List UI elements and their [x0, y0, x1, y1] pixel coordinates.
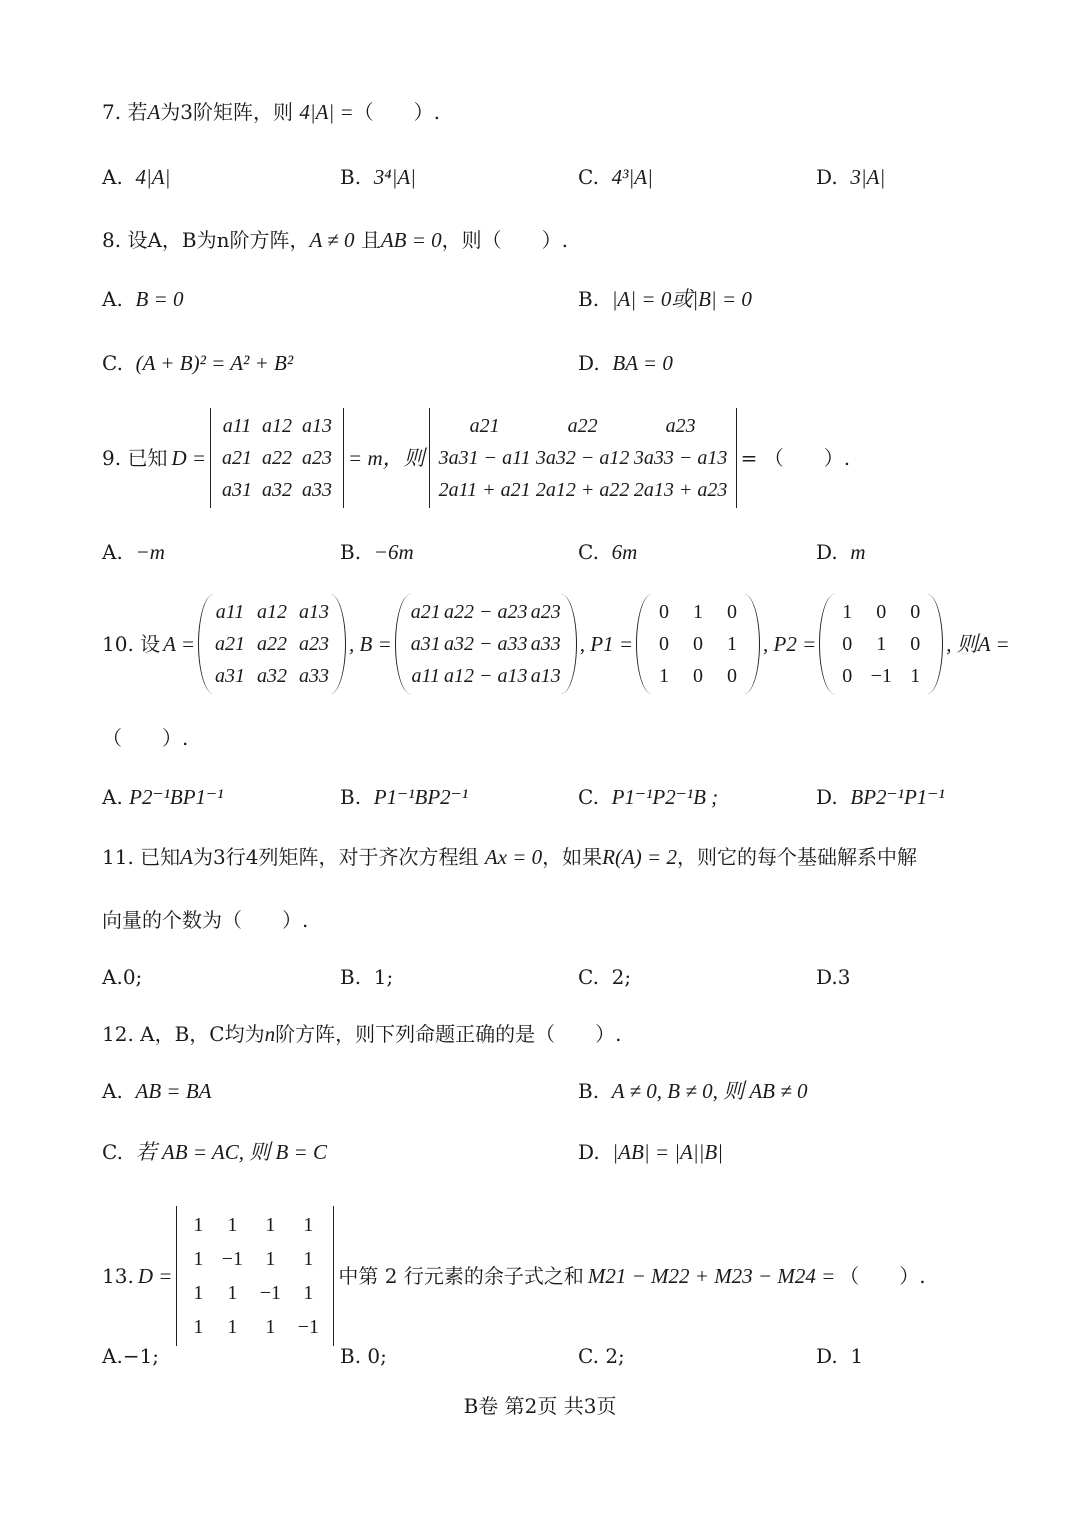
matrix-entry: 1 [693, 601, 704, 623]
matrix-entry: a13 [299, 601, 330, 623]
det-entry: 2a13 + a23 [633, 479, 728, 501]
matrix-entry: a23 [299, 633, 330, 655]
det-entry: a23 [665, 415, 696, 437]
det-entry: a12 [262, 415, 293, 437]
q12-option-a: A. AB = BA [102, 1079, 212, 1103]
q9-option-a: A. −m [102, 540, 165, 564]
matrix-entry: a31 [215, 665, 246, 687]
det-entry: 1 [227, 1282, 238, 1304]
matrix-entry: 0 [727, 665, 738, 687]
q13-determinant [176, 1206, 334, 1346]
q11-stem-line1: 11. 已知A为3行4列矩阵，对于齐次方程组 Ax = 0，如果R(A) = 2，则它的每个基础解系中解 [102, 845, 917, 869]
matrix-entry: 0 [842, 665, 853, 687]
q11-stem-line2: 向量的个数为（ ）. [102, 908, 309, 932]
q10-matrix-a [198, 594, 346, 694]
det-entry: 1 [265, 1316, 276, 1338]
det-entry: 1 [193, 1248, 204, 1270]
q11-option-c: C. 2; [578, 965, 632, 989]
matrix-entry: 0 [842, 633, 853, 655]
q13-option-b: B. 0; [340, 1344, 387, 1368]
q11-option-d: D.3 [816, 965, 851, 989]
q10-stem: 10. 设 A = a11 a12 a13 a21 a22 a23 a31 a32 a33 , B = a21 a22 − a23 a23 a31 a32 − a33 a33 a11 a12 − a13 a13 , P1 = 0 1 0 0 0 1 1 0 0 , P2 = 1 0 0 0 1 0 0 −1 1 , 则A = [102, 594, 1010, 694]
matrix-entry: 0 [659, 633, 670, 655]
q13-option-d: D. 1 [816, 1344, 864, 1368]
q7-option-d: D. 3|A| [816, 165, 886, 189]
det-entry: a21 [222, 447, 253, 469]
det-entry: −1 [297, 1316, 320, 1338]
q12-option-d: D. |AB| = |A||B| [578, 1140, 724, 1164]
q10-matrix-b [395, 594, 577, 694]
matrix-entry: a32 − a33 [444, 633, 528, 655]
q10-option-a: A. P2⁻¹BP1⁻¹ [102, 785, 224, 809]
q12-option-b: B. A ≠ 0, B ≠ 0, 则 AB ≠ 0 [578, 1079, 808, 1103]
matrix-entry: 0 [876, 601, 887, 623]
q7-option-c: C. 4³|A| [578, 165, 653, 189]
matrix-entry: a33 [299, 665, 330, 687]
matrix-entry: 1 [659, 665, 670, 687]
det-entry: a33 [302, 479, 333, 501]
det-entry: a22 [567, 415, 598, 437]
matrix-entry: a31 [410, 633, 441, 655]
q9-option-d: D. m [816, 540, 866, 564]
q10-matrix-p2 [819, 594, 943, 694]
det-entry: a21 [469, 415, 500, 437]
q12-option-c: C. 若 AB = AC, 则 B = C [102, 1140, 327, 1164]
det-entry: 1 [193, 1282, 204, 1304]
q10-paren: （ ）. [102, 726, 189, 750]
q8-option-d: D. BA = 0 [578, 351, 673, 375]
det-entry: a31 [222, 479, 253, 501]
matrix-entry: −1 [870, 665, 892, 687]
q8-option-a: A. B = 0 [102, 287, 184, 311]
matrix-entry: 0 [693, 665, 704, 687]
matrix-entry: 0 [727, 601, 738, 623]
matrix-entry: 1 [910, 665, 921, 687]
q11-option-b: B. 1; [340, 965, 394, 989]
matrix-entry: 1 [727, 633, 738, 655]
q8-option-c: C. (A + B)² = A² + B² [102, 351, 294, 375]
q7-stem: 7. 若A为3阶矩阵，则 4|A| =（ ）. [102, 100, 441, 124]
det-entry: −1 [221, 1248, 244, 1270]
det-entry: a32 [262, 479, 293, 501]
matrix-entry: 0 [659, 601, 670, 623]
det-entry: 1 [193, 1214, 204, 1236]
q13-stem: 13. D = 1 1 1 1 1 −1 1 1 1 1 −1 1 1 1 1 −1 中第 2 行元素的余子式之和 M21 − M22 + M23 − M24 = （ ）. [102, 1206, 926, 1346]
q7-option-a: A. 4|A| [102, 165, 171, 189]
det-entry: 1 [303, 1214, 314, 1236]
q9-option-c: C. 6m [578, 540, 638, 564]
q8-option-b: B. |A| = 0或|B| = 0 [578, 287, 752, 311]
matrix-entry: a21 [215, 633, 246, 655]
det-entry: a11 [222, 415, 252, 437]
matrix-entry: 0 [910, 601, 921, 623]
det-entry: 1 [265, 1248, 276, 1270]
det-entry: −1 [259, 1282, 282, 1304]
q9-determinant-target [429, 408, 737, 508]
q10-option-b: B. P1⁻¹BP2⁻¹ [340, 785, 469, 809]
matrix-entry: a11 [411, 665, 441, 687]
matrix-entry: a23 [530, 601, 561, 623]
matrix-entry: a11 [215, 601, 245, 623]
q12-stem: 12. A，B，C均为n阶方阵，则下列命题正确的是（ ）. [102, 1022, 622, 1046]
det-entry: 3a32 − a12 [535, 447, 630, 469]
q9-determinant-d [210, 408, 344, 508]
q13-option-a: A.−1; [102, 1344, 160, 1368]
det-entry: a13 [302, 415, 333, 437]
det-entry: 1 [193, 1316, 204, 1338]
det-entry: 3a33 − a13 [633, 447, 728, 469]
matrix-entry: 0 [693, 633, 704, 655]
q9-stem: 9. 已知 D = a11 a12 a13 a21 a22 a23 a31 a32 a33 = m，则 a21 a22 a23 3a31 − a11 3a32 − a12 3a33 − a13 2a11 + a21 2a12 + a22 2a13 + a23 = （ ）. [102, 408, 850, 508]
q8-stem: 8. 设A，B为n阶方阵，A ≠ 0 且AB = 0，则（ ）. [102, 228, 568, 252]
matrix-entry: 0 [910, 633, 921, 655]
det-entry: 1 [265, 1214, 276, 1236]
det-entry: 1 [303, 1282, 314, 1304]
matrix-entry: a12 − a13 [444, 665, 528, 687]
q9-option-b: B. −6m [340, 540, 414, 564]
matrix-entry: a32 [257, 665, 288, 687]
det-entry: 1 [227, 1316, 238, 1338]
matrix-entry: 1 [842, 601, 853, 623]
q10-option-c: C. P1⁻¹P2⁻¹B ; [578, 785, 719, 809]
matrix-entry: a22 − a23 [444, 601, 528, 623]
matrix-entry: a22 [257, 633, 288, 655]
q11-option-a: A.0; [102, 965, 143, 989]
q10-matrix-p1 [636, 594, 760, 694]
matrix-entry: a33 [530, 633, 561, 655]
q7-option-b: B. 3⁴|A| [340, 165, 416, 189]
det-entry: 1 [303, 1248, 314, 1270]
det-entry: 2a12 + a22 [535, 479, 630, 501]
q10-option-d: D. BP2⁻¹P1⁻¹ [816, 785, 945, 809]
det-entry: 1 [227, 1214, 238, 1236]
det-entry: a23 [302, 447, 333, 469]
page-footer: B卷 第2页 共3页 [463, 1394, 617, 1418]
det-entry: a22 [262, 447, 293, 469]
matrix-entry: a12 [257, 601, 288, 623]
det-entry: 2a11 + a21 [438, 479, 531, 501]
q13-option-c: C. 2; [578, 1344, 625, 1368]
det-entry: 3a31 − a11 [438, 447, 531, 469]
matrix-entry: 1 [876, 633, 887, 655]
matrix-entry: a13 [530, 665, 561, 687]
matrix-entry: a21 [410, 601, 441, 623]
